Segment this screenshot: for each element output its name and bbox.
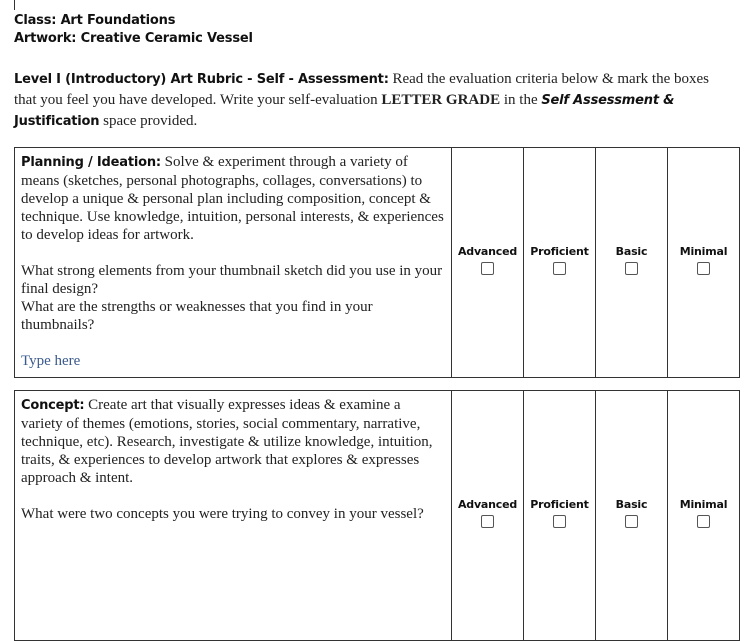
level-label: Proficient xyxy=(530,245,589,258)
artwork-line: Artwork: Creative Ceramic Vessel xyxy=(14,31,253,46)
checkbox[interactable] xyxy=(553,515,566,528)
checkbox[interactable] xyxy=(697,515,710,528)
class-line: Class: Art Foundations xyxy=(14,13,176,28)
intro-title: Level I (Introductory) Art Rubric - Self - Assessment: xyxy=(14,72,389,87)
intro-text: in the xyxy=(500,92,542,108)
criteria-desc: Create art that visually expresses ideas & examine a variety of themes (emotions, stories, social commentary, narrative, technique, etc). Research, investigate & utilize knowledge, intuition, traits, & experiences to develop artwork that explores & expresses approach & intent. xyxy=(21,397,433,486)
question: What were two concepts you were trying to convey in your vessel? xyxy=(21,506,424,522)
level-basic xyxy=(596,391,668,641)
criteria-title: Concept: xyxy=(21,398,85,413)
intro-bold: LETTER GRADE xyxy=(381,92,501,108)
checkbox[interactable] xyxy=(481,515,494,528)
level-label: Advanced xyxy=(457,245,518,258)
level-label: Basic xyxy=(615,498,648,511)
level-minimal xyxy=(668,148,740,378)
intro-italic: Self Assessment & xyxy=(541,93,675,108)
level-label: Proficient xyxy=(530,498,589,511)
level-label: Minimal xyxy=(679,498,728,511)
answer-field[interactable]: Type here xyxy=(21,353,81,369)
intro-bold: Justification xyxy=(14,114,100,129)
criteria-title: Planning / Ideation: xyxy=(21,155,161,170)
level-label: Advanced xyxy=(457,498,518,511)
criteria-desc: Solve & experiment through a variety of means (sketches, personal photographs, collages, conversations) to develop a unique & personal plan including composition, concept & technique. Use knowledge, intuition, personal interests, & experiences to develop ideas for artwork. xyxy=(21,154,444,243)
question: What are the strengths or weaknesses that you find in your thumbnails? xyxy=(21,299,373,333)
checkbox[interactable] xyxy=(625,515,638,528)
intro-text: Read the evaluation criteria below & mark the boxes that you feel you have developed. Write your self-evaluation xyxy=(14,71,710,108)
checkbox[interactable] xyxy=(697,262,710,275)
rubric-table-planning xyxy=(14,147,740,378)
level-basic xyxy=(596,148,668,378)
level-advanced xyxy=(452,391,524,641)
header xyxy=(14,12,253,48)
criteria-cell xyxy=(15,148,452,378)
level-label: Minimal xyxy=(679,245,728,258)
level-label: Basic xyxy=(615,245,648,258)
rubric-table-concept xyxy=(14,390,740,641)
text-cursor xyxy=(14,0,15,10)
intro-paragraph xyxy=(14,69,729,132)
question: What strong elements from your thumbnail sketch did you use in your final design? xyxy=(21,263,443,297)
intro-text: space provided. xyxy=(99,113,198,129)
level-proficient xyxy=(524,148,596,378)
checkbox[interactable] xyxy=(553,262,566,275)
level-advanced xyxy=(452,148,524,378)
checkbox[interactable] xyxy=(481,262,494,275)
checkbox[interactable] xyxy=(625,262,638,275)
criteria-cell xyxy=(15,391,452,641)
level-proficient xyxy=(524,391,596,641)
level-minimal xyxy=(668,391,740,641)
